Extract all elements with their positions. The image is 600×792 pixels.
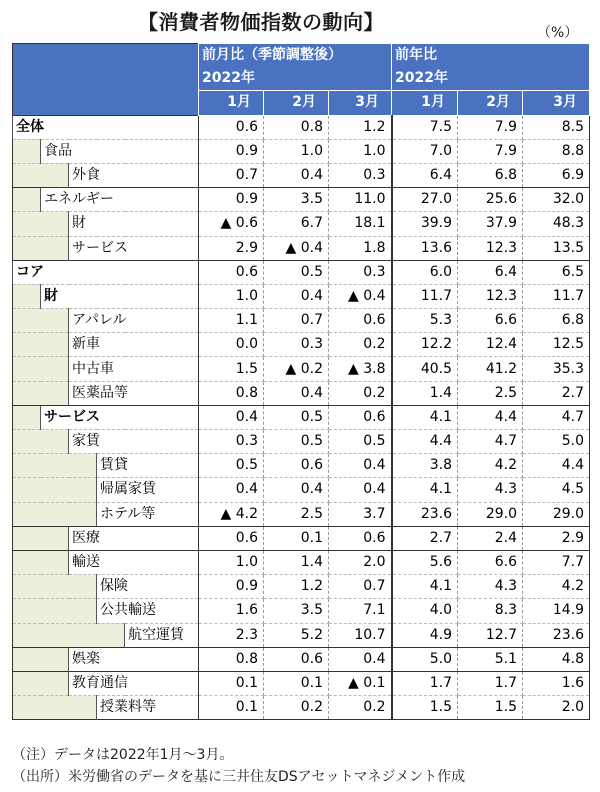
cpi-table bbox=[12, 43, 590, 720]
value-cell: 4.3 bbox=[458, 478, 523, 502]
row-label: エネルギー bbox=[41, 188, 199, 212]
row-label: 家賃 bbox=[69, 430, 199, 454]
value-cell: 6.4 bbox=[458, 260, 523, 284]
value-cell: 0.4 bbox=[264, 478, 329, 502]
value-cell: 2.9 bbox=[523, 526, 590, 550]
value-cell: 1.5 bbox=[199, 357, 264, 381]
value-cell: 2.0 bbox=[523, 696, 590, 720]
table-row bbox=[13, 188, 590, 212]
value-cell: 0.6 bbox=[329, 405, 392, 429]
value-cell: 2.7 bbox=[392, 526, 458, 550]
value-cell: 4.2 bbox=[523, 575, 590, 599]
indent-cell bbox=[41, 696, 69, 720]
row-label: 医療 bbox=[69, 526, 199, 550]
value-cell: 5.0 bbox=[392, 647, 458, 671]
indent-cell bbox=[13, 526, 41, 550]
table-row bbox=[13, 502, 590, 526]
row-label: 航空運賃 bbox=[125, 623, 199, 647]
indent-cell bbox=[41, 333, 69, 357]
table-row bbox=[13, 696, 590, 720]
table-row bbox=[13, 526, 590, 550]
value-cell: 1.7 bbox=[392, 671, 458, 695]
value-cell: 1.8 bbox=[329, 236, 392, 260]
value-cell: 8.8 bbox=[523, 139, 590, 163]
table-row bbox=[13, 430, 590, 454]
value-cell: 4.1 bbox=[392, 405, 458, 429]
table-body bbox=[13, 115, 590, 720]
value-cell: 1.6 bbox=[523, 671, 590, 695]
value-cell: 1.2 bbox=[264, 575, 329, 599]
value-cell: 29.0 bbox=[523, 502, 590, 526]
table-title: 【消費者物価指数の動向】 bbox=[138, 10, 384, 34]
value-cell: 0.5 bbox=[264, 260, 329, 284]
indent-cell bbox=[13, 696, 41, 720]
value-cell: 39.9 bbox=[392, 212, 458, 236]
row-label: 公共輸送 bbox=[97, 599, 199, 623]
value-cell: 6.6 bbox=[458, 550, 523, 574]
value-cell: 0.7 bbox=[329, 575, 392, 599]
header-month: 2月 bbox=[458, 91, 523, 115]
value-cell: 4.0 bbox=[392, 599, 458, 623]
value-cell: ▲ 3.8 bbox=[329, 357, 392, 381]
value-cell: 1.4 bbox=[264, 550, 329, 574]
value-cell: 0.2 bbox=[264, 696, 329, 720]
value-cell: 4.1 bbox=[392, 478, 458, 502]
value-cell: 32.0 bbox=[523, 188, 590, 212]
indent-cell bbox=[41, 623, 69, 647]
indent-cell bbox=[41, 309, 69, 333]
value-cell: 0.5 bbox=[264, 405, 329, 429]
row-label: 中古車 bbox=[69, 357, 199, 381]
value-cell: 0.1 bbox=[264, 526, 329, 550]
value-cell: 1.0 bbox=[264, 139, 329, 163]
indent-cell bbox=[13, 139, 41, 163]
value-cell: 1.4 bbox=[392, 381, 458, 405]
indent-cell bbox=[41, 550, 69, 574]
indent-cell bbox=[13, 430, 41, 454]
header-yoy-year: 2022年 bbox=[392, 67, 590, 91]
value-cell: 13.6 bbox=[392, 236, 458, 260]
indent-cell bbox=[13, 623, 41, 647]
value-cell: 3.5 bbox=[264, 599, 329, 623]
indent-cell bbox=[69, 575, 97, 599]
indent-cell bbox=[13, 381, 41, 405]
value-cell: 48.3 bbox=[523, 212, 590, 236]
value-cell: 4.4 bbox=[458, 405, 523, 429]
header-month: 3月 bbox=[523, 91, 590, 115]
value-cell: 37.9 bbox=[458, 212, 523, 236]
value-cell: 7.0 bbox=[392, 139, 458, 163]
header-corner bbox=[13, 44, 199, 116]
value-cell: 5.2 bbox=[264, 623, 329, 647]
value-cell: 6.4 bbox=[392, 163, 458, 187]
table-row bbox=[13, 623, 590, 647]
table-row bbox=[13, 647, 590, 671]
value-cell: 41.2 bbox=[458, 357, 523, 381]
value-cell: 7.5 bbox=[392, 115, 458, 139]
value-cell: 0.9 bbox=[199, 575, 264, 599]
value-cell: 0.8 bbox=[264, 115, 329, 139]
value-cell: 6.5 bbox=[523, 260, 590, 284]
value-cell: ▲ 0.1 bbox=[329, 671, 392, 695]
row-label: ホテル等 bbox=[97, 502, 199, 526]
value-cell: 0.6 bbox=[199, 526, 264, 550]
value-cell: 6.8 bbox=[523, 309, 590, 333]
value-cell: 1.7 bbox=[458, 671, 523, 695]
value-cell: 5.3 bbox=[392, 309, 458, 333]
table-row bbox=[13, 333, 590, 357]
indent-cell bbox=[13, 478, 41, 502]
value-cell: ▲ 0.4 bbox=[264, 236, 329, 260]
value-cell: 1.1 bbox=[199, 309, 264, 333]
indent-cell bbox=[41, 381, 69, 405]
row-label: 医薬品等 bbox=[69, 381, 199, 405]
note-text: （注）データは2022年1月～3月。 bbox=[12, 747, 234, 763]
indent-cell bbox=[41, 671, 69, 695]
value-cell: 3.5 bbox=[264, 188, 329, 212]
value-cell: 0.4 bbox=[264, 163, 329, 187]
table-row bbox=[13, 671, 590, 695]
value-cell: 0.9 bbox=[199, 188, 264, 212]
table-row bbox=[13, 405, 590, 429]
indent-cell bbox=[13, 599, 41, 623]
row-label: 教育通信 bbox=[69, 671, 199, 695]
row-label: 新車 bbox=[69, 333, 199, 357]
value-cell: 7.1 bbox=[329, 599, 392, 623]
value-cell: 0.5 bbox=[264, 430, 329, 454]
value-cell: 0.4 bbox=[199, 405, 264, 429]
value-cell: 2.3 bbox=[199, 623, 264, 647]
indent-cell bbox=[13, 454, 41, 478]
value-cell: 2.9 bbox=[199, 236, 264, 260]
indent-cell bbox=[13, 236, 41, 260]
value-cell: 0.4 bbox=[329, 478, 392, 502]
table-row bbox=[13, 260, 590, 284]
value-cell: 0.7 bbox=[199, 163, 264, 187]
value-cell: 6.8 bbox=[458, 163, 523, 187]
header-mom: 前月比（季節調整後） bbox=[199, 44, 392, 68]
value-cell: ▲ 0.6 bbox=[199, 212, 264, 236]
table-row bbox=[13, 550, 590, 574]
value-cell: 0.4 bbox=[329, 454, 392, 478]
value-cell: 6.0 bbox=[392, 260, 458, 284]
table-row bbox=[13, 163, 590, 187]
value-cell: 2.0 bbox=[329, 550, 392, 574]
value-cell: 5.1 bbox=[458, 647, 523, 671]
header-month: 1月 bbox=[199, 91, 264, 115]
unit-label: （%） bbox=[537, 25, 579, 41]
value-cell: 0.3 bbox=[329, 163, 392, 187]
table-row bbox=[13, 478, 590, 502]
indent-cell bbox=[13, 550, 41, 574]
value-cell: ▲ 0.4 bbox=[329, 284, 392, 308]
value-cell: 27.0 bbox=[392, 188, 458, 212]
value-cell: 1.5 bbox=[392, 696, 458, 720]
value-cell: 0.6 bbox=[264, 647, 329, 671]
value-cell: 0.3 bbox=[199, 430, 264, 454]
indent-cell bbox=[13, 405, 41, 429]
indent-cell bbox=[13, 647, 41, 671]
indent-cell bbox=[41, 454, 69, 478]
value-cell: ▲ 4.2 bbox=[199, 502, 264, 526]
value-cell: 0.5 bbox=[199, 454, 264, 478]
value-cell: 11.0 bbox=[329, 188, 392, 212]
row-label: 財 bbox=[69, 212, 199, 236]
indent-cell bbox=[13, 333, 41, 357]
value-cell: 1.0 bbox=[329, 139, 392, 163]
row-label: サービス bbox=[69, 236, 199, 260]
value-cell: 4.7 bbox=[458, 430, 523, 454]
table-row bbox=[13, 309, 590, 333]
value-cell: 0.3 bbox=[329, 260, 392, 284]
value-cell: 0.9 bbox=[199, 139, 264, 163]
value-cell: 4.2 bbox=[458, 454, 523, 478]
value-cell: 2.4 bbox=[458, 526, 523, 550]
value-cell: 23.6 bbox=[392, 502, 458, 526]
value-cell: 12.3 bbox=[458, 284, 523, 308]
indent-cell bbox=[41, 502, 69, 526]
value-cell: 8.5 bbox=[523, 115, 590, 139]
value-cell: 0.5 bbox=[329, 430, 392, 454]
value-cell: 0.8 bbox=[199, 647, 264, 671]
row-label: 帰属家賃 bbox=[97, 478, 199, 502]
value-cell: 25.6 bbox=[458, 188, 523, 212]
table-row bbox=[13, 284, 590, 308]
indent-cell bbox=[41, 478, 69, 502]
indent-cell bbox=[13, 284, 41, 308]
table-row bbox=[13, 381, 590, 405]
indent-cell bbox=[41, 575, 69, 599]
value-cell: 3.8 bbox=[392, 454, 458, 478]
value-cell: 1.5 bbox=[458, 696, 523, 720]
value-cell: 11.7 bbox=[392, 284, 458, 308]
row-label: サービス bbox=[41, 405, 199, 429]
indent-cell bbox=[41, 163, 69, 187]
value-cell: 2.7 bbox=[523, 381, 590, 405]
value-cell: 4.1 bbox=[392, 575, 458, 599]
indent-cell bbox=[41, 236, 69, 260]
value-cell: 23.6 bbox=[523, 623, 590, 647]
value-cell: 6.7 bbox=[264, 212, 329, 236]
value-cell: 0.1 bbox=[199, 696, 264, 720]
value-cell: 12.7 bbox=[458, 623, 523, 647]
indent-cell bbox=[69, 696, 97, 720]
value-cell: 0.0 bbox=[199, 333, 264, 357]
value-cell: 0.4 bbox=[264, 284, 329, 308]
value-cell: 5.6 bbox=[392, 550, 458, 574]
header-mom-year: 2022年 bbox=[199, 67, 392, 91]
value-cell: 0.2 bbox=[329, 381, 392, 405]
indent-cell bbox=[41, 430, 69, 454]
indent-cell bbox=[69, 478, 97, 502]
indent-cell bbox=[13, 357, 41, 381]
value-cell: 4.3 bbox=[458, 575, 523, 599]
value-cell: 11.7 bbox=[523, 284, 590, 308]
value-cell: 1.2 bbox=[329, 115, 392, 139]
indent-cell bbox=[13, 502, 41, 526]
table-row bbox=[13, 599, 590, 623]
value-cell: 35.3 bbox=[523, 357, 590, 381]
value-cell: 0.4 bbox=[329, 647, 392, 671]
row-label: 全体 bbox=[13, 115, 199, 139]
value-cell: 8.3 bbox=[458, 599, 523, 623]
value-cell: 12.2 bbox=[392, 333, 458, 357]
value-cell: 5.0 bbox=[523, 430, 590, 454]
indent-cell bbox=[41, 357, 69, 381]
value-cell: 0.2 bbox=[329, 333, 392, 357]
indent-cell bbox=[13, 188, 41, 212]
row-label: 財 bbox=[41, 284, 199, 308]
indent-cell bbox=[69, 454, 97, 478]
value-cell: 1.0 bbox=[199, 284, 264, 308]
indent-cell bbox=[69, 623, 97, 647]
value-cell: 4.8 bbox=[523, 647, 590, 671]
value-cell: 10.7 bbox=[329, 623, 392, 647]
value-cell: 0.6 bbox=[329, 526, 392, 550]
value-cell: 0.1 bbox=[199, 671, 264, 695]
row-label: 娯楽 bbox=[69, 647, 199, 671]
value-cell: 1.0 bbox=[199, 550, 264, 574]
row-label: 輸送 bbox=[69, 550, 199, 574]
table-row bbox=[13, 115, 590, 139]
value-cell: 4.7 bbox=[523, 405, 590, 429]
indent-cell bbox=[69, 502, 97, 526]
value-cell: 0.6 bbox=[264, 454, 329, 478]
value-cell: 6.9 bbox=[523, 163, 590, 187]
value-cell: 0.4 bbox=[264, 381, 329, 405]
indent-cell bbox=[41, 526, 69, 550]
value-cell: 0.2 bbox=[329, 696, 392, 720]
value-cell: 12.3 bbox=[458, 236, 523, 260]
value-cell: 4.4 bbox=[523, 454, 590, 478]
value-cell: 3.7 bbox=[329, 502, 392, 526]
value-cell: 0.6 bbox=[199, 115, 264, 139]
value-cell: 12.4 bbox=[458, 333, 523, 357]
value-cell: 7.9 bbox=[458, 139, 523, 163]
row-label: 賃貸 bbox=[97, 454, 199, 478]
row-label: 保険 bbox=[97, 575, 199, 599]
value-cell: 0.6 bbox=[199, 260, 264, 284]
value-cell: 4.9 bbox=[392, 623, 458, 647]
value-cell: 7.9 bbox=[458, 115, 523, 139]
header-month: 3月 bbox=[329, 91, 392, 115]
indent-cell bbox=[41, 647, 69, 671]
value-cell: 40.5 bbox=[392, 357, 458, 381]
table-row bbox=[13, 357, 590, 381]
value-cell: 0.8 bbox=[199, 381, 264, 405]
value-cell: 4.4 bbox=[392, 430, 458, 454]
header-month: 1月 bbox=[392, 91, 458, 115]
value-cell: 1.6 bbox=[199, 599, 264, 623]
row-label: アパレル bbox=[69, 309, 199, 333]
source-text: （出所）米労働省のデータを基に三井住友DSアセットマネジメント作成 bbox=[12, 769, 466, 785]
indent-cell bbox=[13, 163, 41, 187]
value-cell: ▲ 0.2 bbox=[264, 357, 329, 381]
value-cell: 2.5 bbox=[458, 381, 523, 405]
table-row bbox=[13, 454, 590, 478]
value-cell: 0.3 bbox=[264, 333, 329, 357]
value-cell: 12.5 bbox=[523, 333, 590, 357]
indent-cell bbox=[97, 623, 125, 647]
table-row bbox=[13, 212, 590, 236]
value-cell: 0.4 bbox=[199, 478, 264, 502]
row-label: 外食 bbox=[69, 163, 199, 187]
value-cell: 0.7 bbox=[264, 309, 329, 333]
value-cell: 4.5 bbox=[523, 478, 590, 502]
indent-cell bbox=[69, 599, 97, 623]
header-yoy: 前年比 bbox=[392, 44, 590, 68]
value-cell: 0.6 bbox=[329, 309, 392, 333]
indent-cell bbox=[13, 309, 41, 333]
row-label: 授業料等 bbox=[97, 696, 199, 720]
table-row bbox=[13, 236, 590, 260]
table-row bbox=[13, 139, 590, 163]
indent-cell bbox=[13, 575, 41, 599]
value-cell: 0.1 bbox=[264, 671, 329, 695]
value-cell: 7.7 bbox=[523, 550, 590, 574]
value-cell: 14.9 bbox=[523, 599, 590, 623]
value-cell: 18.1 bbox=[329, 212, 392, 236]
indent-cell bbox=[41, 599, 69, 623]
value-cell: 6.6 bbox=[458, 309, 523, 333]
indent-cell bbox=[13, 671, 41, 695]
table-row bbox=[13, 575, 590, 599]
header-month: 2月 bbox=[264, 91, 329, 115]
indent-cell bbox=[13, 212, 41, 236]
value-cell: 29.0 bbox=[458, 502, 523, 526]
row-label: 食品 bbox=[41, 139, 199, 163]
row-label: コア bbox=[13, 260, 199, 284]
value-cell: 13.5 bbox=[523, 236, 590, 260]
value-cell: 2.5 bbox=[264, 502, 329, 526]
indent-cell bbox=[41, 212, 69, 236]
